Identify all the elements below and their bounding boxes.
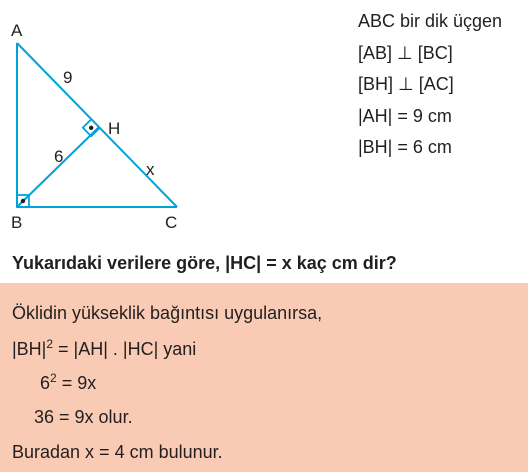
given-item: [AB] ⊥ [BC] [358, 42, 453, 63]
solution-line-5: Buradan x = 4 cm bulunur. [12, 442, 223, 462]
solution-box [0, 283, 528, 472]
given-list [358, 6, 502, 164]
question-text: Yukarıdaki verilere göre, |HC| = x kaç cm dir? [12, 253, 397, 273]
solution-line-2 [12, 339, 196, 360]
segment-ah-label: 9 [63, 68, 73, 87]
given-item: [BH] ⊥ [AC] [358, 74, 454, 94]
solution-line-3 [40, 373, 96, 394]
segment-hc-label: x [146, 160, 155, 179]
right-angle-h-dot [89, 126, 93, 130]
solution-line-2-base: |BH| [12, 339, 47, 359]
solution-line-4: 36 = 9x olur. [34, 407, 133, 427]
solution-line-2-exponent: 2 [46, 337, 54, 351]
triangle-diagram [0, 0, 340, 240]
vertex-b-label: B [11, 213, 23, 232]
given-item: |AH| = 9 cm [358, 105, 452, 126]
solution-line-1: Öklidin yükseklik bağıntısı uygulanırsa, [12, 303, 323, 323]
given-item: |BH| = 6 cm [358, 137, 452, 157]
vertex-a-label: A [11, 21, 23, 40]
given-item: ABC bir dik üçgen [358, 11, 503, 31]
solution-line-3-exponent: 2 [50, 371, 57, 385]
right-angle-b-dot [21, 199, 25, 203]
solution-line-3-base: 6 [40, 373, 51, 393]
solution-line-2-rest: = |AH| . |HC| yani [53, 339, 197, 359]
vertex-c-label: C [165, 213, 178, 232]
solution-line-3-rest: = 9x [56, 373, 97, 393]
segment-bh-label: 6 [54, 147, 64, 166]
vertex-h-label: H [108, 119, 121, 138]
